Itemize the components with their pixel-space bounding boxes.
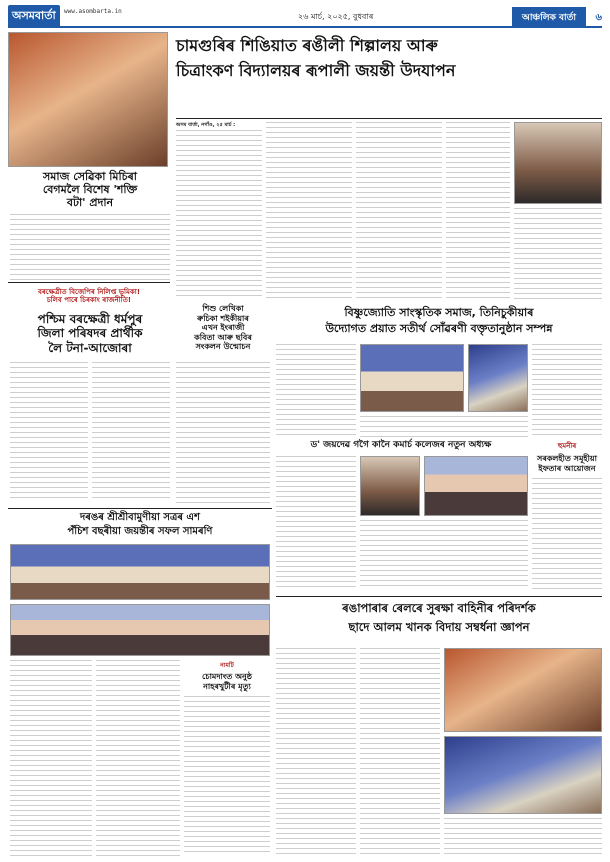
lead-dateline: অসম বাৰ্তা, নগাঁও, ২৫ মাৰ্চ : [176, 122, 236, 128]
headline-line: জিলা পৰিষদৰ প্ৰাৰ্থীক [37, 326, 143, 341]
speaker-photo [468, 344, 528, 412]
seminar-photo [360, 344, 464, 412]
article-text [276, 344, 356, 438]
divider [8, 282, 170, 283]
award-photo [8, 32, 168, 167]
article-text [360, 520, 528, 590]
lead-headline [176, 36, 602, 80]
logo-text: অসমবার্তা [8, 5, 60, 28]
lead-text-col-4 [446, 122, 510, 300]
article-text [360, 416, 528, 438]
article-text [360, 648, 440, 856]
kicker-line: চলিব পাৰে চিৰকাং ৰাজনীতি! [46, 296, 132, 305]
obit-headline [184, 672, 270, 691]
article-text [532, 478, 602, 590]
headline-line: বটা' প্ৰদান [66, 196, 114, 210]
article-text [276, 648, 356, 856]
lead-text-col-3 [356, 122, 442, 300]
divider [276, 596, 602, 597]
headline-line: ছাদে আলম খানক বিদায় সম্বৰ্ধনা জ্ঞাপন [348, 619, 530, 634]
headline-line: উদ্যোগত প্ৰয়াত সতীৰ্থ সোঁৱৰণী বক্তৃতানুষ্ঠান সম্পন্ন [325, 322, 553, 336]
iftar-headline [532, 454, 602, 473]
page-number: ৬ [595, 12, 602, 23]
headline-line: ৰুচিকা শইকীয়াৰ [197, 313, 249, 323]
headline-line: চামগুৰিৰ শিঙিয়াত ৰঙীলী শিল্পালয় আৰু [176, 36, 438, 55]
article-text [176, 362, 270, 506]
poet-headline [176, 304, 270, 352]
article-text [96, 660, 180, 856]
left-mid-kicker [14, 288, 164, 305]
article-text [276, 456, 356, 590]
lead-photo [514, 122, 602, 204]
railway-headline [276, 602, 602, 635]
headline-line: শিশু লেখিকা [202, 304, 244, 313]
headline-line: দৰঙৰ শ্ৰীশ্ৰীবামুণীয়া সত্ৰৰ এশ [80, 512, 200, 523]
headline-line: সৰকলহীত সমূহীয়া [537, 454, 597, 463]
college-headline: ড' জয়দেৱ গগৈ কানৈ কমাৰ্চ কলেজৰ নতুন অধ্যক্ষ [310, 440, 492, 450]
principal-photo [360, 456, 420, 516]
headline-line: বেগমলৈ বিশেষ 'শক্তি [42, 183, 138, 197]
article-text [10, 214, 170, 280]
headline-line: সংকলন উন্মোচন [195, 342, 251, 352]
lead-text-col-1 [176, 130, 262, 300]
headline-line: বিষ্ণুজ্যোতি সাংস্কৃতিক সমাজ, তিনিচুকীয়াৰ [344, 306, 534, 319]
article-text [184, 696, 270, 856]
left-mid-headline [10, 312, 170, 355]
left-top-headline [10, 170, 170, 210]
jubilee-photo-stage [10, 544, 270, 600]
headline-line: সমাজ সেৱিকা মিচিৰা [43, 170, 137, 183]
masthead [8, 6, 602, 28]
headline-line: ৰঙাপাৰাৰ ৰেলৰে সুৰক্ষা বাহিনীৰ পৰিদৰ্শক [342, 601, 536, 615]
obit-kicker: নামটি [220, 662, 234, 669]
headline-line: পঁচিশ বছৰীয়া জয়ন্তীৰ সফল সামৰণি [67, 526, 213, 537]
college-photo [424, 456, 528, 516]
headline-line: কবিতা আৰু ছবিৰ [194, 332, 252, 342]
newspaper-logo[interactable] [8, 7, 60, 25]
headline-line: চোমদাংত অনুষ্ঠ [202, 672, 252, 681]
railway-photo-2 [444, 736, 602, 814]
article-text [10, 660, 92, 856]
headline-line: চিত্ৰাংকণ বিদ্যালয়ৰ ৰূপালী জয়ন্তী উদযাপন [176, 61, 456, 81]
issue-date: ২৬ মার্চ, ২০২৫, বুধবাৰ [298, 12, 374, 21]
jubilee-photo-crowd [10, 604, 270, 656]
railway-photo-1 [444, 648, 602, 732]
article-text [92, 362, 170, 502]
headline-line: ইফতাৰ আয়োজন [538, 463, 596, 473]
article-text [10, 362, 88, 502]
divider [176, 118, 602, 119]
headline-line: লৈ টনা-আজোৰা [48, 340, 132, 355]
headline-line: নাহৰখুটীৰ মৃত্যু [203, 681, 251, 691]
divider [8, 508, 272, 509]
vishnu-headline [276, 306, 602, 335]
headline-line: এখন ইংৰাজী [201, 323, 245, 333]
section-label: আঞ্চলিক বাৰ্তা [512, 7, 586, 28]
iftar-kicker: হুমনীৰ [557, 442, 577, 450]
lead-text-col-2 [266, 122, 352, 300]
article-text [444, 818, 602, 856]
jubilee-headline [10, 512, 270, 538]
headline-line: পশ্চিম বৰক্ষেত্ৰী ধৰ্মপুৰ [37, 312, 143, 326]
site-url[interactable]: www.asombarta.in [64, 8, 122, 15]
kicker-line: বৰক্ষেত্ৰীত বিজেপিৰ নিলিপ্ত ভূমিকা! [37, 288, 141, 296]
lead-text-col-5 [514, 208, 602, 300]
article-text [532, 344, 602, 438]
